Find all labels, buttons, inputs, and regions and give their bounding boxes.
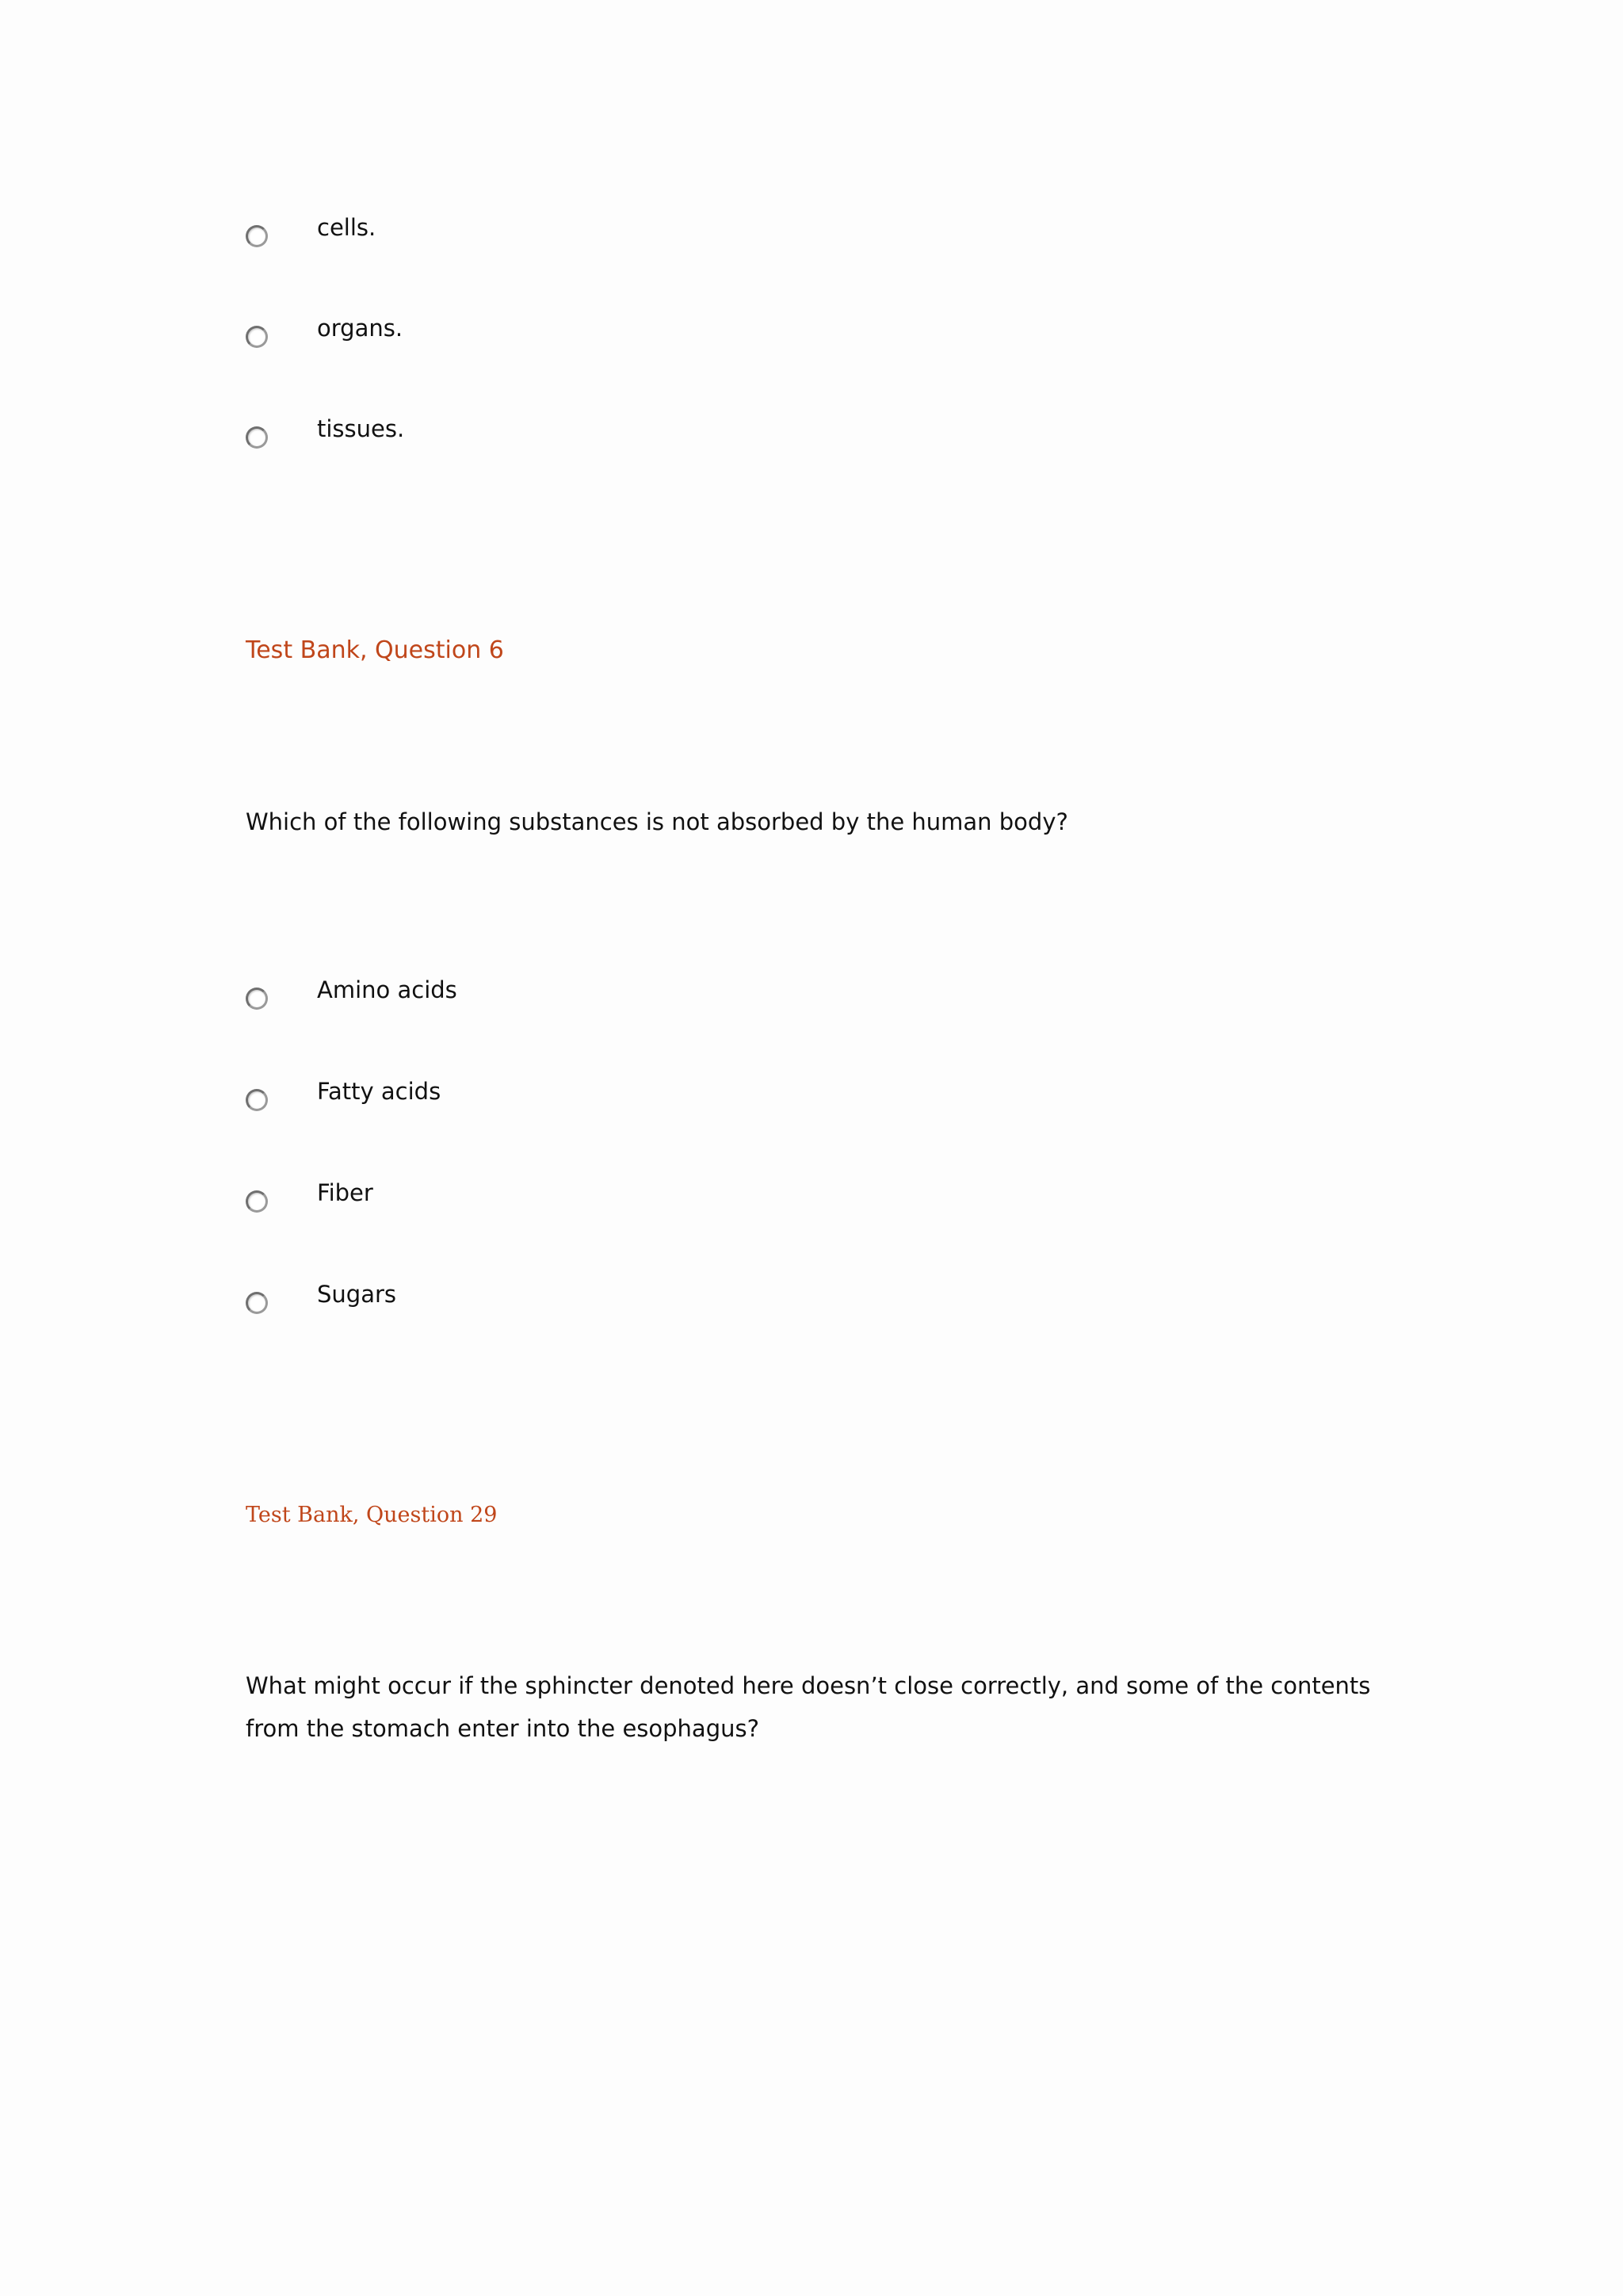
answer-option-fatty-acids[interactable] [246,1078,1355,1125]
answer-option-fiber[interactable] [246,1179,1355,1227]
question-text: What might occur if the sphincter denoted here doesn’t close correctly, and some of the contents from the stomach enter into the esophagus? [246,1672,1371,1742]
radio-button[interactable] [246,326,268,348]
option-label: Fiber [317,1179,373,1206]
option-label: Amino acids [317,976,457,1003]
radio-button[interactable] [246,1292,268,1314]
option-label: tissues. [317,415,405,442]
question-heading: Test Bank, Question 6 [246,636,504,664]
answer-option-amino-acids[interactable] [246,976,1355,1024]
answer-option-organs[interactable] [246,315,1355,362]
answer-option-tissues[interactable] [246,415,1355,463]
radio-button[interactable] [246,1089,268,1111]
radio-button[interactable] [246,426,268,449]
answer-option-cells[interactable] [246,214,1355,262]
question-text: Which of the following substances is not absorbed by the human body? [246,808,1068,835]
radio-button[interactable] [246,225,268,247]
question-heading: Test Bank, Question 29 [246,1503,498,1527]
option-label: Fatty acids [317,1078,441,1105]
radio-button[interactable] [246,1190,268,1213]
option-label: Sugars [317,1281,396,1308]
option-label: organs. [317,315,403,342]
option-label: cells. [317,214,376,241]
radio-button[interactable] [246,988,268,1010]
answer-option-sugars[interactable] [246,1281,1355,1328]
